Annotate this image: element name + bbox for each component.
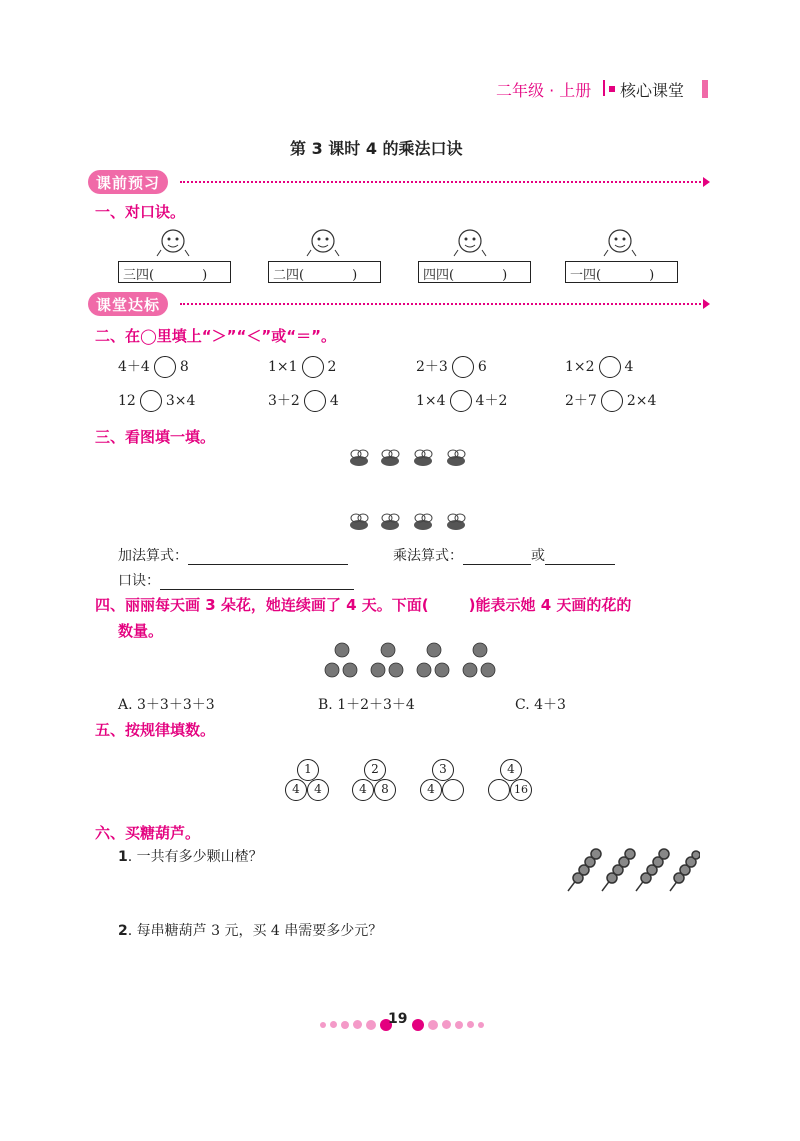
rhyme-box-label: 一四( bbox=[570, 268, 602, 283]
footer-dots-left bbox=[318, 1014, 394, 1033]
bee-icon bbox=[350, 514, 368, 530]
cartoon-face-icon bbox=[602, 226, 638, 258]
q6-sub2-text: . 每串糖葫芦 3 元，买 4 串需要多少元？ bbox=[127, 923, 383, 939]
rhyme-blank[interactable] bbox=[160, 575, 354, 590]
header-divider bbox=[603, 80, 605, 96]
triangle-right-blank[interactable] bbox=[442, 779, 464, 801]
section-classwork-dotline bbox=[180, 303, 705, 305]
section-classwork-banner: 课堂达标 bbox=[88, 292, 168, 316]
number-triangle bbox=[420, 759, 490, 805]
compare-left: 1×2 bbox=[565, 359, 595, 375]
compare-left: 4＋4 bbox=[118, 359, 150, 375]
compare-left: 2＋7 bbox=[565, 393, 597, 409]
page-title: 第 3 课时 4 的乘法口诀 bbox=[290, 139, 463, 158]
header-grade: 二年级 · 上册 bbox=[496, 81, 592, 100]
triangle-right: 16 bbox=[510, 779, 532, 801]
arrow-icon bbox=[703, 177, 710, 187]
triangle-top: 1 bbox=[297, 759, 319, 781]
triangle-top: 2 bbox=[364, 759, 386, 781]
compare-left: 3＋2 bbox=[268, 393, 300, 409]
compare-right: 4 bbox=[329, 393, 339, 409]
triangle-left: 4 bbox=[352, 779, 374, 801]
rhyme-box-close: ) bbox=[202, 268, 208, 283]
compare-item bbox=[565, 356, 633, 378]
rhyme-row bbox=[118, 570, 354, 590]
header-square-icon bbox=[609, 86, 615, 92]
footer-dots-right bbox=[410, 1014, 486, 1033]
add-expression-row bbox=[118, 545, 348, 565]
rhyme-box-2[interactable] bbox=[268, 261, 381, 283]
compare-right: 4＋2 bbox=[475, 393, 508, 409]
q4-heading-a: 四、丽丽每天画 3 朵花，她连续画了 4 天。下面( bbox=[95, 596, 429, 614]
number-triangle bbox=[488, 759, 558, 805]
compare-right: 4 bbox=[624, 359, 634, 375]
rhyme-label: 口诀： bbox=[118, 573, 160, 589]
compare-item bbox=[416, 356, 487, 378]
compare-circle[interactable] bbox=[140, 390, 162, 412]
triangle-left-blank[interactable] bbox=[488, 779, 510, 801]
q6-sub1 bbox=[118, 846, 263, 866]
section-preview-banner: 课前预习 bbox=[88, 170, 168, 194]
header-series: 核心课堂 bbox=[620, 81, 685, 100]
q6-heading: 六、买糖葫芦。 bbox=[95, 824, 201, 842]
q6-sub2-number: 2 bbox=[118, 923, 128, 939]
triangle-top: 4 bbox=[500, 759, 522, 781]
q4-heading-b: )能表示她 4 天画的花的 bbox=[468, 596, 632, 614]
compare-item bbox=[268, 390, 339, 412]
compare-right: 8 bbox=[179, 359, 189, 375]
bee-icon bbox=[350, 450, 368, 466]
number-triangle bbox=[285, 759, 355, 805]
add-expression-blank[interactable] bbox=[188, 550, 348, 565]
q6-sub1-number: 1 bbox=[118, 849, 128, 865]
q5-heading: 五、按规律填数。 bbox=[95, 721, 216, 739]
compare-item bbox=[565, 390, 656, 412]
rhyme-box-4[interactable] bbox=[565, 261, 678, 283]
compare-left: 2＋3 bbox=[416, 359, 448, 375]
triangle-left: 4 bbox=[420, 779, 442, 801]
triangle-right: 8 bbox=[374, 779, 396, 801]
q3-heading: 三、看图填一填。 bbox=[95, 428, 216, 446]
flower-groups bbox=[322, 640, 502, 684]
q4-heading bbox=[95, 594, 631, 615]
cartoon-face-icon bbox=[155, 226, 191, 258]
compare-circle[interactable] bbox=[154, 356, 176, 378]
rhyme-box-label: 三四( bbox=[123, 268, 155, 283]
cartoon-face-icon bbox=[452, 226, 488, 258]
triangle-left: 4 bbox=[285, 779, 307, 801]
option-b[interactable]: B. 1＋2＋3＋4 bbox=[318, 697, 415, 713]
compare-right: 2 bbox=[327, 359, 337, 375]
compare-item bbox=[118, 390, 195, 412]
q1-heading: 一、对口诀。 bbox=[95, 203, 186, 221]
bee-icon bbox=[381, 450, 399, 466]
bee-icon bbox=[414, 450, 432, 466]
compare-left: 1×1 bbox=[268, 359, 298, 375]
compare-item bbox=[416, 390, 507, 412]
bee-icon bbox=[381, 514, 399, 530]
compare-right: 2×4 bbox=[626, 393, 657, 409]
compare-circle[interactable] bbox=[450, 390, 472, 412]
rhyme-box-close: ) bbox=[502, 268, 508, 283]
q4-heading-cont: 数量。 bbox=[118, 622, 164, 640]
rhyme-box-close: ) bbox=[649, 268, 655, 283]
number-triangle bbox=[352, 759, 422, 805]
cartoon-face-icon bbox=[305, 226, 341, 258]
header-bar bbox=[702, 80, 708, 98]
candied-haws-icon bbox=[560, 845, 700, 895]
rhyme-box-3[interactable] bbox=[418, 261, 531, 283]
page-number: 19 bbox=[388, 1011, 408, 1027]
section-preview-dotline bbox=[180, 181, 705, 183]
compare-circle[interactable] bbox=[599, 356, 621, 378]
bee-icon bbox=[447, 450, 465, 466]
mul-expression-label: 乘法算式： bbox=[393, 548, 463, 564]
q2-heading: 二、在◯里填上“＞”“＜”或“＝”。 bbox=[95, 327, 336, 345]
bee-icon bbox=[447, 514, 465, 530]
rhyme-box-label: 四四( bbox=[423, 268, 455, 283]
bee-icon bbox=[414, 514, 432, 530]
option-a[interactable]: A. 3＋3＋3＋3 bbox=[118, 697, 215, 713]
option-c[interactable]: C. 4＋3 bbox=[515, 697, 566, 713]
compare-left: 12 bbox=[118, 393, 136, 409]
add-expression-label: 加法算式： bbox=[118, 548, 188, 564]
compare-circle[interactable] bbox=[452, 356, 474, 378]
compare-right: 3×4 bbox=[165, 393, 196, 409]
compare-circle[interactable] bbox=[304, 390, 326, 412]
rhyme-box-close: ) bbox=[352, 268, 358, 283]
compare-circle[interactable] bbox=[302, 356, 324, 378]
q6-sub1-text: . 一共有多少颗山楂？ bbox=[127, 849, 263, 865]
compare-item bbox=[118, 356, 189, 378]
mul-expression-blank-2[interactable] bbox=[545, 550, 615, 565]
bee-row-bottom bbox=[345, 512, 475, 534]
rhyme-box-label: 二四( bbox=[273, 268, 305, 283]
arrow-icon bbox=[703, 299, 710, 309]
rhyme-box-1[interactable] bbox=[118, 261, 231, 283]
compare-circle[interactable] bbox=[601, 390, 623, 412]
compare-left: 1×4 bbox=[416, 393, 446, 409]
compare-right: 6 bbox=[477, 359, 487, 375]
q6-sub2 bbox=[118, 920, 382, 940]
mul-expression-blank-1[interactable] bbox=[463, 550, 531, 565]
mul-expression-row bbox=[393, 545, 615, 565]
compare-item bbox=[268, 356, 336, 378]
triangle-top: 3 bbox=[432, 759, 454, 781]
or-label: 或 bbox=[531, 548, 545, 564]
triangle-right: 4 bbox=[307, 779, 329, 801]
bee-row-top bbox=[345, 448, 475, 470]
